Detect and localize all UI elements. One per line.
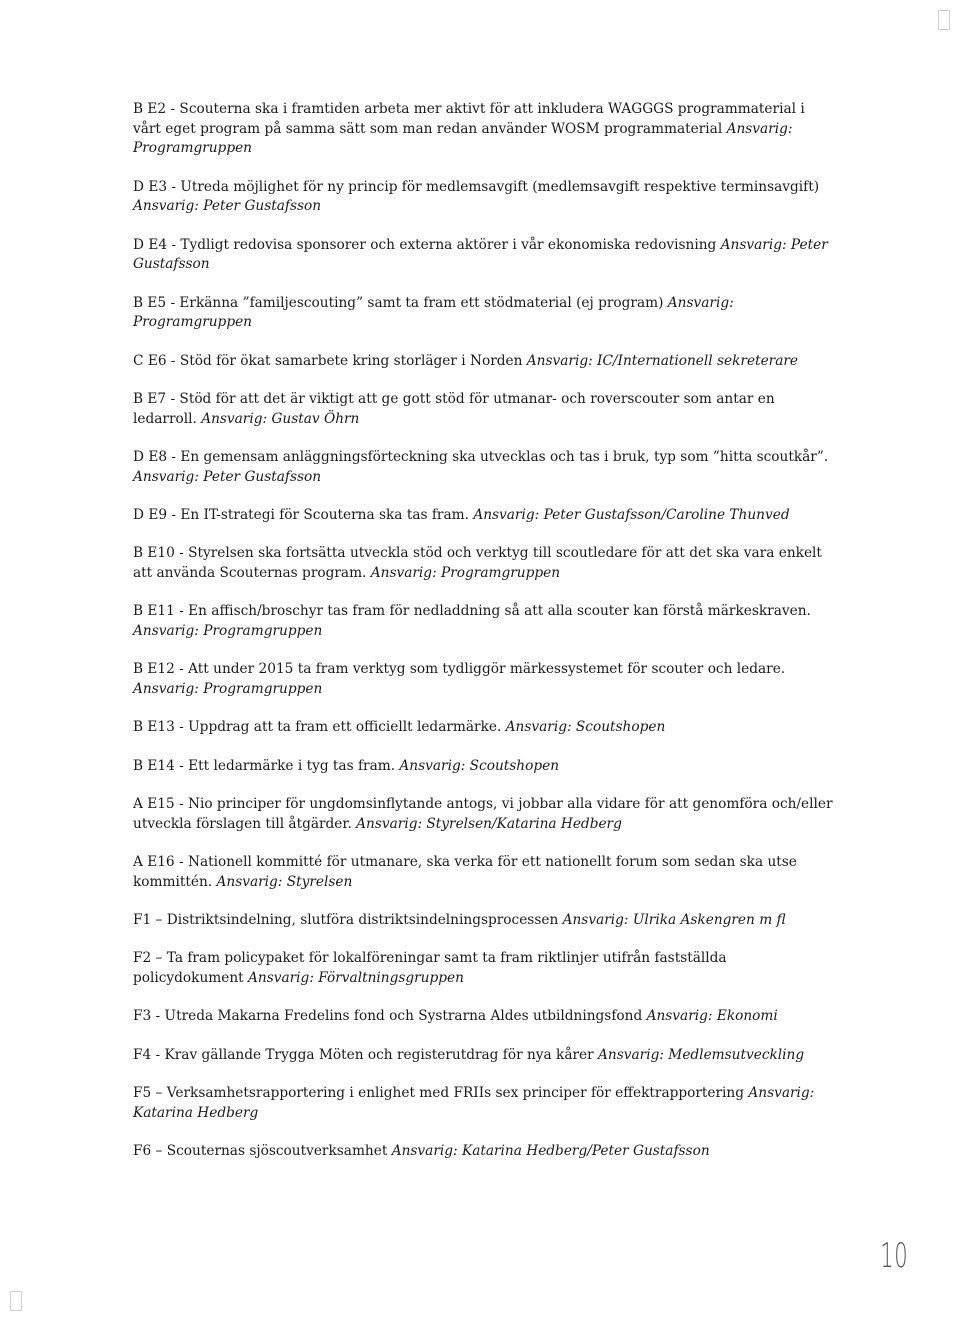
- list-item: D E8 - En gemensam anläggningsförteckning ska utvecklas och tas i bruk, typ som ”hitta scoutkår”. Ansvarig: Peter Gustafsson: [133, 448, 829, 485]
- list-item: B E2 - Scouterna ska i framtiden arbeta mer aktivt för att inkludera WAGGGS programmaterial i vårt eget program på samma sätt som man redan använder WOSM programmaterial Ansvarig: Programgruppen: [133, 101, 805, 157]
- list-item: B E5 - Erkänna ”familjescouting” samt ta fram ett stödmaterial (ej program) Ansvarig: Programgruppen: [133, 294, 734, 331]
- list-item: D E9 - En IT-strategi för Scouterna ska tas fram. Ansvarig: Peter Gustafsson/Caroline Thunved: [133, 506, 790, 523]
- list-item: B E10 - Styrelsen ska fortsätta utveckla stöd och verktyg till scoutledare för att det ska vara enkelt att använda Scouternas program. Ansvarig: Programgruppen: [133, 545, 822, 581]
- responsible-label: Ansvarig: Peter Gustafsson: [133, 468, 322, 485]
- list-item: A E16 - Nationell kommitté för utmanare, ska verka för ett nationellt forum som sedan ska utse kommittén. Ansvarig: Styrelsen: [133, 854, 797, 890]
- responsible-label: Ansvarig: Styrelsen/Katarina Hedberg: [356, 815, 622, 832]
- responsible-label: Ansvarig: Scoutshopen: [505, 719, 666, 736]
- list-item: F1 – Distriktsindelning, slutföra distriktsindelningsprocessen Ansvarig: Ulrika Askengren m fl: [133, 911, 786, 928]
- list-item: F4 - Krav gällande Trygga Möten och registerutdrag för nya kårer Ansvarig: Medlemsutveckling: [133, 1046, 805, 1063]
- list-item: F2 – Ta fram policypaket för lokalföreningar samt ta fram riktlinjer utifrån fastställda policydokument Ansvarig: Förvaltningsgruppen: [133, 950, 727, 986]
- list-item: D E4 - Tydligt redovisa sponsorer och externa aktörer i vår ekonomiska redovisning Ansvarig: Peter Gustafsson: [133, 236, 828, 273]
- responsible-label: Ansvarig: Peter Gustafsson: [133, 236, 828, 273]
- responsible-label: Ansvarig: Förvaltningsgruppen: [248, 969, 464, 986]
- page-corner-mark: [938, 10, 950, 30]
- responsible-label: Ansvarig: Scoutshopen: [399, 757, 560, 774]
- responsible-label: Ansvarig: Ulrika Askengren m fl: [562, 911, 786, 928]
- responsible-label: Ansvarig: Ekonomi: [646, 1008, 778, 1025]
- responsible-label: Ansvarig: Katarina Hedberg/Peter Gustafsson: [391, 1143, 710, 1160]
- responsible-label: Ansvarig: Programgruppen: [133, 622, 323, 639]
- responsible-label: Ansvarig: Peter Gustafsson: [133, 198, 322, 215]
- list-item: C E6 - Stöd för ökat samarbete kring storläger i Norden Ansvarig: IC/Internationell sekreterare: [133, 352, 799, 369]
- responsible-label: Ansvarig: Programgruppen: [133, 680, 323, 697]
- list-item: F3 - Utreda Makarna Fredelins fond och Systrarna Aldes utbildningsfond Ansvarig: Ekonomi: [133, 1008, 778, 1025]
- responsible-label: Ansvarig: Programgruppen: [133, 120, 793, 157]
- responsible-label: Ansvarig: Medlemsutveckling: [598, 1046, 805, 1063]
- list-item: A E15 - Nio principer för ungdomsinflytande antogs, vi jobbar alla vidare för att genomföra och/eller utveckla förslagen till åtgärder. Ansvarig: Styrelsen/Katarina Hedberg: [133, 796, 833, 832]
- responsible-label: Ansvarig: Gustav Öhrn: [201, 410, 360, 427]
- responsible-label: Ansvarig: Katarina Hedberg: [133, 1085, 815, 1121]
- list-item: B E7 - Stöd för att det är viktigt att ge gott stöd för utmanar- och roverscouter som antar en ledarroll. Ansvarig: Gustav Öhrn: [133, 390, 775, 427]
- list-item: B E13 - Uppdrag att ta fram ett officiellt ledarmärke. Ansvarig: Scoutshopen: [133, 719, 666, 736]
- list-item: F5 – Verksamhetsrapportering i enlighet med FRIIs sex principer för effektrapportering Ansvarig: Katarina Hedberg: [133, 1085, 815, 1121]
- responsible-label: Ansvarig: Programgruppen: [370, 564, 561, 581]
- list-item: D E3 - Utreda möjlighet för ny princip för medlemsavgift (medlemsavgift respektive terminsavgift) Ansvarig: Peter Gustafsson: [133, 178, 820, 215]
- page-corner-mark: [10, 1291, 22, 1311]
- list-item: F6 – Scouternas sjöscoutverksamhet Ansvarig: Katarina Hedberg/Peter Gustafsson: [133, 1143, 710, 1160]
- list-item: B E12 - Att under 2015 ta fram verktyg som tydliggör märkessystemet för scouter och ledare. Ansvarig: Programgruppen: [133, 661, 786, 697]
- responsible-label: Ansvarig: IC/Internationell sekreterare: [526, 352, 799, 369]
- page-number: 10: [879, 1236, 908, 1276]
- responsible-label: Ansvarig: Peter Gustafsson/Caroline Thunved: [473, 506, 790, 523]
- responsible-label: Ansvarig: Programgruppen: [133, 294, 734, 331]
- responsible-label: Ansvarig: Styrelsen: [216, 873, 353, 890]
- document-body: [133, 100, 833, 1181]
- list-item: B E11 - En affisch/broschyr tas fram för nedladdning så att alla scouter kan förstå märkeskraven. Ansvarig: Programgruppen: [133, 603, 811, 639]
- list-item: B E14 - Ett ledarmärke i tyg tas fram. Ansvarig: Scoutshopen: [133, 757, 560, 774]
